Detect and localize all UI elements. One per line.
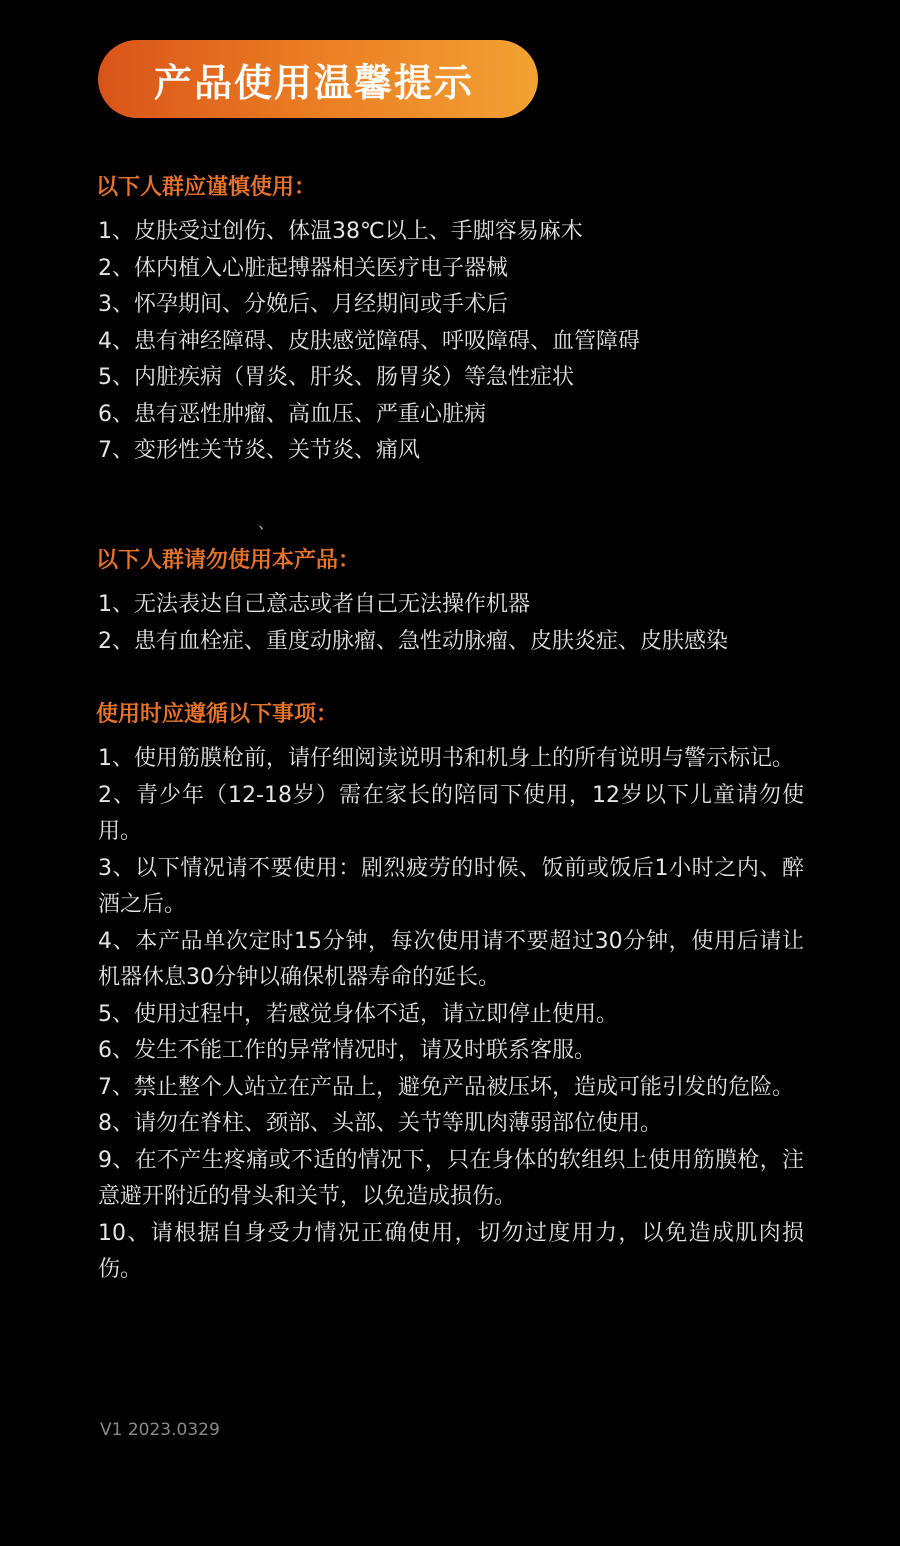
version-label: V1 2023.0329 <box>100 1420 220 1440</box>
list-item: 2、体内植入心脏起搏器相关医疗电子器械 <box>98 255 508 281</box>
list-item: 2、青少年（12-18岁）需在家长的陪同下使用，12岁以下儿童请勿使用。 <box>98 782 804 844</box>
prohibited-list <box>98 587 804 660</box>
title-banner <box>98 40 538 118</box>
caution-list <box>98 214 804 470</box>
list-item: 9、在不产生疼痛或不适的情况下，只在身体的软组织上使用筋膜枪，注意避开附近的骨头和关节，以免造成损伤。 <box>98 1147 804 1209</box>
list-item: 3、怀孕期间、分娩后、月经期间或手术后 <box>98 292 508 317</box>
usage-guidelines-list <box>98 741 804 1289</box>
usage-guidelines-heading: 使用时应遵循以下事项： <box>96 702 339 727</box>
list-item: 4、患有神经障碍、皮肤感觉障碍、呼吸障碍、血管障碍 <box>98 328 640 354</box>
page-title: 产品使用温馨提示 <box>154 60 475 105</box>
list-item: 1、使用筋膜枪前，请仔细阅读说明书和机身上的所有说明与警示标记。 <box>98 746 794 771</box>
list-item: 10、请根据自身受力情况正确使用，切勿过度用力，以免造成肌肉损伤。 <box>98 1220 804 1282</box>
list-item: 6、患有恶性肿瘤、高血压、严重心脏病 <box>98 401 486 427</box>
list-item: 7、禁止整个人站立在产品上，避免产品被压坏，造成可能引发的危险。 <box>98 1074 794 1100</box>
list-item: 1、无法表达自己意志或者自己无法操作机器 <box>98 592 530 617</box>
list-item: 4、本产品单次定时15分钟，每次使用请不要超过30分钟，使用后请让机器休息30分钟以确保机器寿命的延长。 <box>98 928 804 990</box>
prohibited-heading: 以下人群请勿使用本产品： <box>96 548 361 573</box>
list-item: 2、患有血栓症、重度动脉瘤、急性动脉瘤、皮肤炎症、皮肤感染 <box>98 628 728 654</box>
stray-punctuation-mark: 、 <box>258 513 275 532</box>
list-item: 5、内脏疾病（胃炎、肝炎、肠胃炎）等急性症状 <box>98 365 574 390</box>
caution-heading: 以下人群应谨慎使用： <box>96 175 317 200</box>
list-item: 6、发生不能工作的异常情况时，请及时联系客服。 <box>98 1038 596 1063</box>
list-item: 7、变形性关节炎、关节炎、痛风 <box>98 438 420 463</box>
list-item: 5、使用过程中，若感觉身体不适，请立即停止使用。 <box>98 1001 618 1027</box>
list-item: 1、皮肤受过创伤、体温38℃以上、手脚容易麻木 <box>98 219 583 244</box>
list-item: 8、请勿在脊柱、颈部、头部、关节等肌肉薄弱部位使用。 <box>98 1111 662 1136</box>
list-item: 3、以下情况请不要使用：剧烈疲劳的时候、饭前或饭后1小时之内、醉酒之后。 <box>98 855 804 917</box>
